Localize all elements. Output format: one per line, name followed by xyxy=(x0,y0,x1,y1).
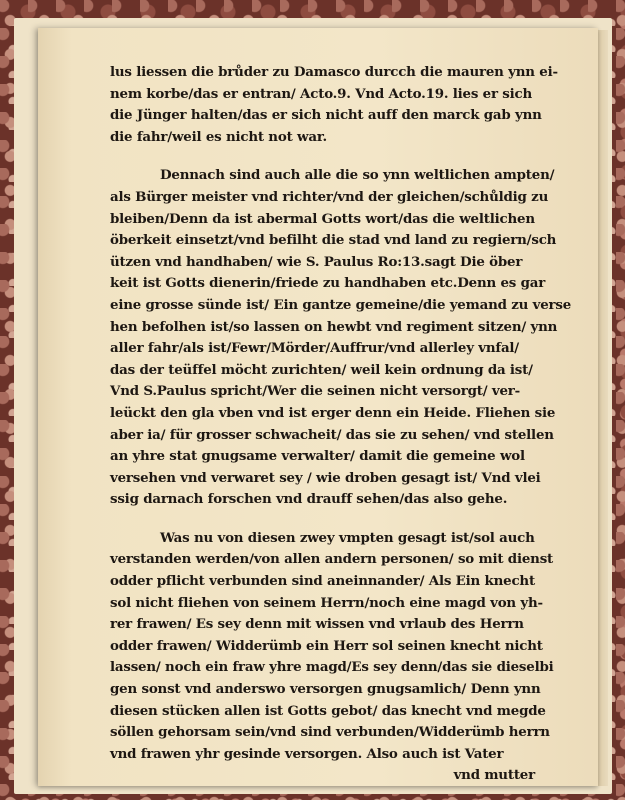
text-line: eine grosse sünde ist/ Ein gantze gemeine/die yemand zu verse xyxy=(110,296,572,313)
text-line: ützen vnd handhaben/ wie S. Paulus Ro:13.sagt Die öber xyxy=(110,253,523,270)
text-line: Was nu von diesen zwey vmpten gesagt ist/sol auch xyxy=(160,529,535,546)
text-line: diesen stücken allen ist Gotts gebot/ das knecht vnd megde xyxy=(110,702,546,719)
text-line: sol nicht fliehen von seinem Herrn/noch eine magd von yh- xyxy=(110,594,543,611)
page-text xyxy=(110,62,572,787)
text-line: odder pflicht verbunden sind aneinnander/ Als Ein knecht xyxy=(110,573,535,590)
text-line: vnd mutter xyxy=(453,767,535,784)
text-line: als Bürger meister vnd richter/vnd der gleichen/schůldig zu xyxy=(110,188,549,205)
text-line: an yhre stat gnugsame verwalter/ damit die gemeine wol xyxy=(110,448,525,465)
paragraph-1 xyxy=(110,62,565,148)
text-line: rer frawen/ Es sey denn mit wissen vnd vrlaub des Herrn xyxy=(110,616,524,633)
paragraph-2 xyxy=(110,165,572,511)
text-line: gen sonst vnd anderswo versorgen gnugsamlich/ Denn ynn xyxy=(110,681,541,698)
text-line: leückt den gla vben vnd ist erger denn ein Heide. Fliehen sie xyxy=(110,404,556,421)
text-line: söllen gehorsam sein/vnd sind verbunden/Widderümb herrn xyxy=(110,724,550,741)
text-line: bleiben/Denn da ist abermal Gotts wort/das die weltlichen xyxy=(110,210,535,227)
text-line: lus liessen die brůder zu Damasco durcch die mauren ynn ei- xyxy=(110,64,558,80)
text-line: odder frawen/ Widderümb ein Herr sol seinen knecht nicht xyxy=(110,637,543,654)
text-line: das der teüffel möcht zurichten/ weil kein ordnung da ist/ xyxy=(110,361,533,378)
paragraph-3 xyxy=(110,528,565,787)
text-line: nem korbe/das er entran/ Acto.9. Vnd Acto.19. lies er sich xyxy=(110,85,533,102)
text-line: hen befolhen ist/so lassen on hewbt vnd regiment sitzen/ ynn xyxy=(110,318,558,335)
text-line: vnd frawen yhr gesinde versorgen. Also auch ist Vater xyxy=(110,745,504,762)
text-line: aller fahr/als ist/Fewr/Mörder/Auffrur/vnd allerley vnfal/ xyxy=(110,340,520,357)
text-line: die fahr/weil es nicht not war. xyxy=(110,128,327,145)
text-line: Vnd S.Paulus spricht/Wer die seinen nicht versorgt/ ver- xyxy=(110,383,521,400)
text-line: die Jünger halten/das er sich nicht auff den marck gab ynn xyxy=(110,107,542,124)
text-line: öberkeit einsetzt/vnd befilht die stad vnd land zu regiern/sch xyxy=(110,232,557,249)
text-line: versehen vnd verwaret sey / wie droben gesagt ist/ Vnd vlei xyxy=(110,469,541,486)
text-line: Dennach sind auch alle die so ynn weltlichen ampten/ xyxy=(160,167,555,184)
text-line: ssig darnach forschen vnd drauff sehen/das also gehe. xyxy=(110,491,508,508)
text-line: lassen/ noch ein fraw yhre magd/Es sey denn/das sie dieselbi xyxy=(110,659,554,676)
text-line: verstanden werden/von allen andern personen/ so mit dienst xyxy=(110,551,554,568)
text-line: aber ia/ für grosser schwacheit/ das sie zu sehen/ vnd stellen xyxy=(110,426,554,443)
text-line: keit ist Gotts dienerin/friede zu handhaben etc.Denn es gar xyxy=(110,275,546,292)
